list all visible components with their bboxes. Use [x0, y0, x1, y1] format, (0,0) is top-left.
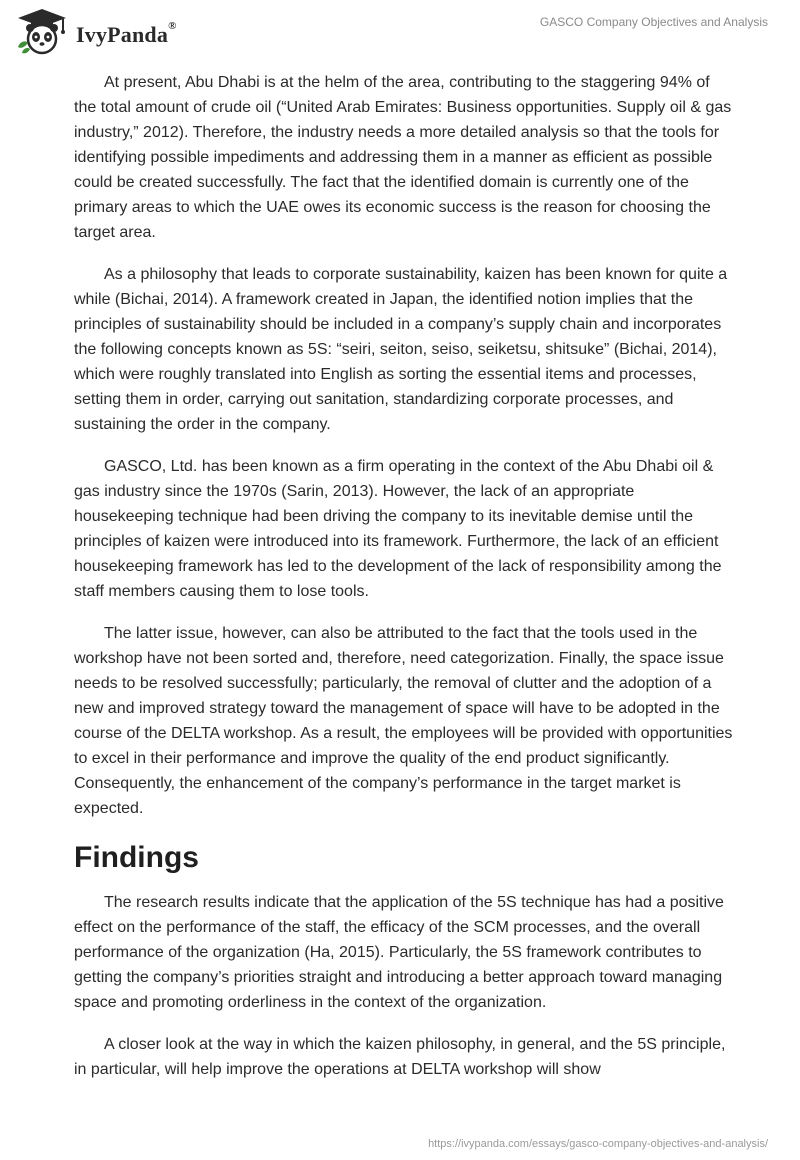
essay-content	[74, 70, 734, 1099]
panda-logo-icon	[14, 7, 70, 57]
registered-mark: ®	[168, 20, 177, 32]
page-header	[0, 0, 800, 70]
document-title: GASCO Company Objectives and Analysis	[539, 15, 768, 29]
findings-heading: Findings	[74, 841, 199, 874]
paragraph: As a philosophy that leads to corporate sustainability, kaizen has been known for quite a while (Bichai, 2014). A framework created in Japan, the identified notion implies that the principles of sustainability should be included in a company’s supply chain and incorporates the following concepts known as 5S: “seiri, seiton, seiso, seiketsu, shitsuke” (Bichai, 2014), which were roughly translated into English as sorting the essential items and processes, setting them in order, carrying out sanitation, standardizing corporate processes, and sustaining the order in the company.	[74, 266, 728, 433]
paragraph: A closer look at the way in which the kaizen philosophy, in general, and the 5S principle, in particular, will help improve the operations at DELTA workshop will show	[74, 1036, 726, 1078]
paragraph: The latter issue, however, can also be attributed to the fact that the tools used in the workshop have not been sorted and, therefore, need categorization. Finally, the space issue needs to be resolved successfully; particularly, the removal of clutter and the adoption of a new and improved strategy toward the management of space will have to be adopted in the course of the DELTA workshop. As a result, the employees will be provided with opportunities to excel in their performance and improve the quality of the end product significantly. Consequently, the enhancement of the company’s performance in the target market is expected.	[74, 625, 733, 817]
brand-name-text: IvyPanda	[76, 22, 169, 47]
paragraph: GASCO, Ltd. has been known as a firm operating in the context of the Abu Dhabi oil & gas industry since the 1970s (Sarin, 2013). However, the lack of an appropriate housekeeping technique had been driving the company to its inevitable demise until the principles of kaizen were introduced into its framework. Furthermore, the lack of an efficient housekeeping framework has led to the development of the lack of responsibility among the staff members causing them to lose tools.	[74, 458, 722, 600]
ivypanda-logo[interactable]	[14, 7, 70, 57]
source-url[interactable]: https://ivypanda.com/essays/gasco-company-objectives-and-analysis/	[428, 1138, 768, 1150]
brand-name[interactable]	[76, 22, 177, 48]
paragraph: The research results indicate that the application of the 5S technique has had a positive effect on the performance of the staff, the efficacy of the SCM processes, and the overall performance of the organization (Ha, 2015). Particularly, the 5S framework contributes to getting the company’s priorities straight and introducing a better approach toward managing space and promoting orderliness in the context of the organization.	[74, 894, 724, 1011]
paragraph: At present, Abu Dhabi is at the helm of the area, contributing to the staggering 94% of the total amount of crude oil (“United Arab Emirates: Business opportunities. Supply oil & gas industry,” 2012). Therefore, the industry needs a more detailed analysis so that the tools for identifying possible impediments and addressing them in a manner as efficient as possible could be created successfully. The fact that the identified domain is currently one of the primary areas to which the UAE owes its economic success is the reason for choosing the target area.	[74, 74, 732, 241]
